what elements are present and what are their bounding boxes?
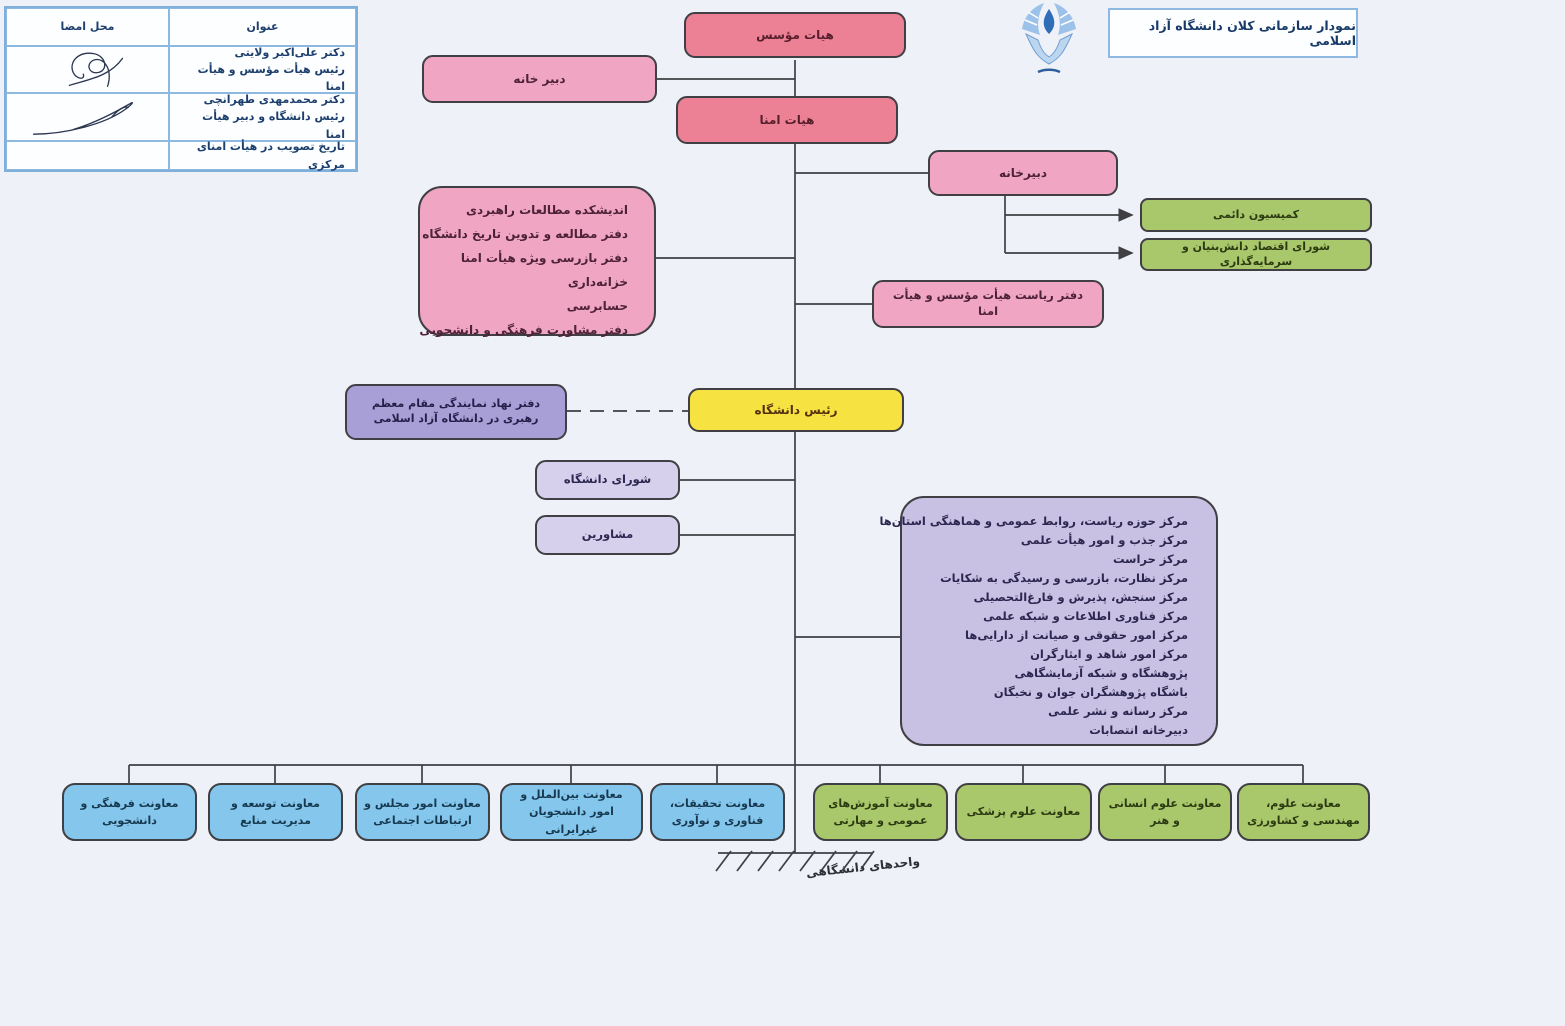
list-item: باشگاه پژوهشگران جوان و نخبگان bbox=[993, 685, 1188, 699]
deputy-general-skills-education-box: معاونت آموزش‌های عمومی و مهارتی bbox=[813, 783, 948, 841]
list-item: دفتر مطالعه و تدوین تاریخ دانشگاه bbox=[422, 227, 628, 241]
chart-title: نمودار سازمانی کلان دانشگاه آزاد اسلامی bbox=[1108, 8, 1358, 58]
trustees-secretariat-box: دبیرخانه bbox=[928, 150, 1118, 196]
founders-board-box: هیات مؤسس bbox=[684, 12, 906, 58]
list-item: مرکز فناوری اطلاعات و شبکه علمی bbox=[983, 609, 1188, 623]
person-name: دکتر علی‌اکبر ولایتی bbox=[234, 45, 345, 59]
deputy-international-box: معاونت بین‌الملل و امور دانشجویان غیرایرانی bbox=[500, 783, 643, 841]
column-header-signature: محل امضا bbox=[6, 8, 169, 46]
list-item: حسابرسی bbox=[566, 299, 628, 313]
university-units-label: واحدهای دانشگاهی bbox=[805, 854, 921, 880]
knowledge-economy-council-box: شورای اقتصاد دانش‌بنیان و سرمایه‌گذاری bbox=[1140, 238, 1372, 271]
list-item: مرکز رسانه و نشر علمی bbox=[1048, 704, 1188, 718]
permanent-commission-box: کمیسیون دائمی bbox=[1140, 198, 1372, 232]
deputy-humanities-art-box: معاونت علوم انسانی و هنر bbox=[1098, 783, 1232, 841]
list-item: مرکز امور شاهد و ایثارگران bbox=[1030, 647, 1188, 661]
list-item: اندیشکده مطالعات راهبردی bbox=[466, 203, 628, 217]
boards-presidency-office-box: دفتر ریاست هیأت مؤسس و هیأت امنا bbox=[872, 280, 1104, 328]
list-item: خزانه‌داری bbox=[567, 275, 628, 289]
list-item: دفتر بازرسی ویژه هیأت امنا bbox=[460, 251, 628, 265]
table-footer: تاریخ تصویب در هیأت امنای مرکزی bbox=[169, 141, 356, 170]
advisors-box: مشاورین bbox=[535, 515, 680, 555]
list-item: مرکز حوزه ریاست، روابط عمومی و هماهنگی استان‌ها bbox=[879, 514, 1188, 528]
leader-representative-office-box bbox=[345, 384, 567, 440]
list-item: مرکز حراست bbox=[1113, 552, 1188, 566]
person-name: دکتر محمدمهدی طهرانچی bbox=[203, 93, 345, 107]
list-item: مرکز سنجش، پذیرش و فارغ‌التحصیلی bbox=[973, 590, 1188, 604]
deputy-cultural-student-box: معاونت فرهنگی و دانشجویی bbox=[62, 783, 197, 841]
list-item: پژوهشگاه و شبکه آزمایشگاهی bbox=[1014, 666, 1188, 680]
azad-university-logo-icon bbox=[1016, 0, 1082, 82]
president-centers-box bbox=[879, 496, 1218, 746]
box-label-line: رهبری در دانشگاه آزاد اسلامی bbox=[373, 412, 539, 425]
table-row-signature bbox=[6, 93, 169, 141]
person-role: رئیس دانشگاه و دبیر هیأت امنا bbox=[202, 110, 345, 141]
deputy-parliament-social-box: معاونت امور مجلس و ارتباطات اجتماعی bbox=[355, 783, 490, 841]
column-header-title: عنوان bbox=[169, 8, 356, 46]
table-footer-empty bbox=[6, 141, 169, 170]
signature-icon bbox=[13, 49, 163, 90]
deputy-science-engineering-agriculture-box: معاونت علوم، مهندسی و کشاورزی bbox=[1237, 783, 1370, 841]
person-role: رئیس هیأت مؤسس و هیأت امنا bbox=[197, 62, 345, 94]
university-council-box: شورای دانشگاه bbox=[535, 460, 680, 500]
signature-table bbox=[4, 6, 358, 172]
list-item: دفتر مشاورت فرهنگی و دانشجویی bbox=[419, 323, 628, 337]
founders-secretariat-box: دبیر خانه bbox=[422, 55, 657, 103]
table-row-title bbox=[169, 46, 356, 93]
trustees-board-box: هیات امنا bbox=[676, 96, 898, 144]
trustee-offices-box bbox=[418, 186, 656, 336]
list-item: مرکز امور حقوقی و صیانت از دارایی‌ها bbox=[965, 628, 1188, 642]
signature-icon bbox=[13, 96, 163, 138]
list-item: مرکز جذب و امور هیأت علمی bbox=[1020, 533, 1188, 547]
deputy-medical-sciences-box: معاونت علوم پزشکی bbox=[955, 783, 1092, 841]
table-row-title bbox=[169, 93, 356, 141]
list-item: مرکز نظارت، بازرسی و رسیدگی به شکایات bbox=[940, 571, 1188, 585]
table-row-signature bbox=[6, 46, 169, 93]
university-president-box: رئیس دانشگاه bbox=[688, 388, 904, 432]
deputy-development-resources-box: معاونت توسعه و مدیریت منابع bbox=[208, 783, 343, 841]
list-item: دبیرخانه انتصابات bbox=[1089, 723, 1188, 737]
box-label-line: دفتر نهاد نمایندگی مقام معظم bbox=[371, 397, 541, 411]
deputy-research-innovation-box: معاونت تحقیقات، فناوری و نوآوری bbox=[650, 783, 785, 841]
